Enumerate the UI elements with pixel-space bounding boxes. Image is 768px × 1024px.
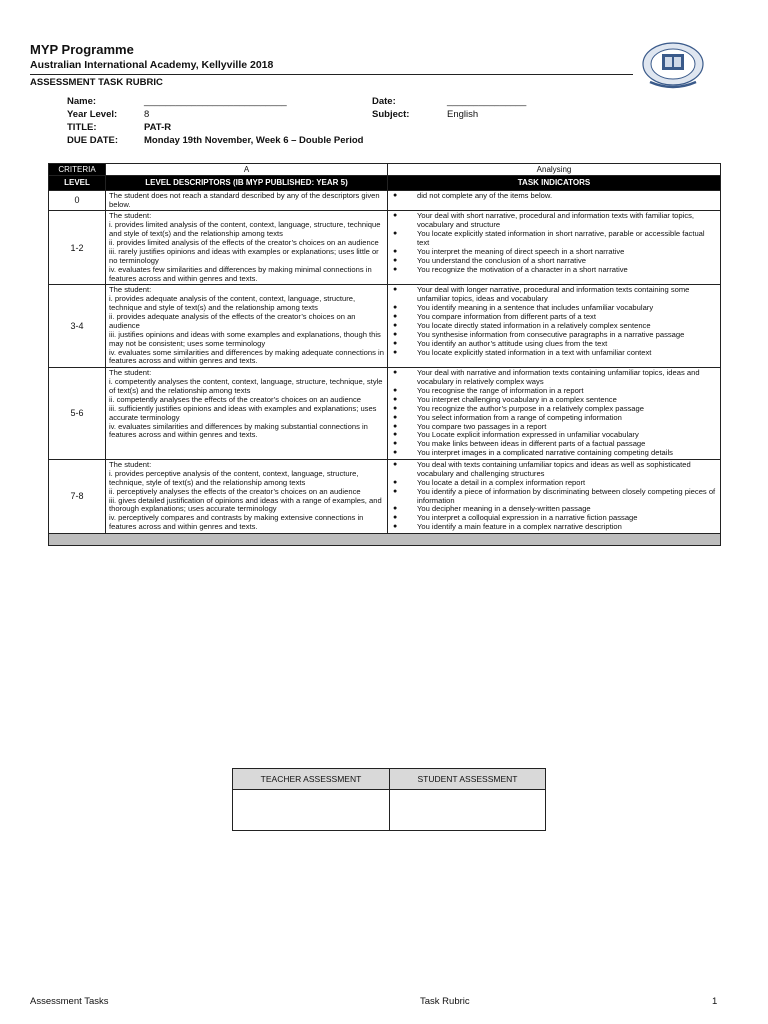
page-number: 1 xyxy=(712,996,718,1007)
indicator-item: ● You make links between ideas in different parts of a factual passage xyxy=(391,440,717,449)
descriptor-line: The student: xyxy=(109,368,152,378)
descriptor-line: i. provides adequate analysis of the content, context, language, structure, technique and style of text(s) and the relationship among texts xyxy=(109,294,356,313)
label-due-date: DUE DATE: xyxy=(67,135,119,146)
descriptor-line: iv. perceptively compares and contrasts by making extensive connections in features across and within genres and texts. xyxy=(109,513,364,532)
descriptor-line: The student: xyxy=(109,211,152,221)
descriptor-line: ii. competently analyses the effects of the creator’s choices on an audience xyxy=(109,394,362,404)
descriptor-line: The student: xyxy=(109,285,152,295)
programme-title: MYP Programme xyxy=(30,42,134,57)
descriptor-line: iii. justifies opinions and ideas with some examples and explanations, though this may not be consistent; uses some terminology xyxy=(109,329,381,348)
descriptor-line: i. provides perceptive analysis of the content, context, language, structure, technique, style of text(s) and the relationship among texts xyxy=(109,468,359,487)
indicator-item: ● You understand the conclusion of a short narrative xyxy=(391,257,717,266)
indicator-item: ● You recognize the motivation of a character in a short narrative xyxy=(391,266,717,275)
descriptor-line: The student: xyxy=(109,460,152,470)
descriptor-line: i. competently analyses the content, context, language, structure, technique, style of text(s) and the relationship among texts xyxy=(109,377,383,396)
descriptor-cell xyxy=(106,190,388,211)
school-crest-icon xyxy=(640,40,706,90)
indicator-item: ● You deal with texts containing unfamiliar topics and ideas as well as sophisticated vocabulary and challenging structures xyxy=(391,461,717,479)
descriptor-line: The student does not reach a standard described by any of the descriptors given below. xyxy=(109,190,380,209)
level-cell: 5-6 xyxy=(49,368,106,460)
indicator-item: ● You identify meaning in a sentence that includes unfamiliar vocabulary xyxy=(391,304,717,313)
date-line[interactable]: _______________ xyxy=(447,96,527,107)
indicator-item: ● You interpret a colloquial expression in a narrative fiction passage xyxy=(391,514,717,523)
rubric-row xyxy=(49,285,721,368)
indicator-list xyxy=(391,369,717,458)
descriptor-line: iv. evaluates some similarities and differences by making adequate connections in features across and within genres and texts. xyxy=(109,347,384,366)
indicator-list xyxy=(391,286,717,357)
document-title: ASSESSMENT TASK RUBRIC xyxy=(30,77,163,88)
header xyxy=(30,42,273,71)
year-level-value: 8 xyxy=(144,109,150,120)
indicator-item: ● Your deal with narrative and information texts containing unfamiliar topics, ideas and vocabulary in relatively complex ways xyxy=(391,369,717,387)
indicators-cell xyxy=(388,368,721,460)
indicator-item: ● You decipher meaning in a densely-written passage xyxy=(391,505,717,514)
indicator-item: ● You locate explicitly stated information in short narrative, parable or accessible factual text xyxy=(391,230,717,248)
descriptor-line: ii. perceptively analyses the effects of the creator’s choices on an audience xyxy=(109,486,361,496)
title-value: PAT-R xyxy=(144,122,172,133)
level-cell: 7-8 xyxy=(49,460,106,534)
indicator-list xyxy=(391,192,717,201)
indicator-item: ● You recognize the author’s purpose in a relatively complex passage xyxy=(391,405,717,414)
teacher-assessment-box[interactable] xyxy=(233,790,390,831)
descriptor-line: ii. provides limited analysis of the effects of the creator’s choices on an audience xyxy=(109,238,379,248)
descriptor-line: iv. evaluates similarities and differences by making substantial connections in features across and within genres and texts. xyxy=(109,421,368,440)
label-name: Name: xyxy=(67,96,97,107)
footer-center: Task Rubric xyxy=(420,996,470,1007)
indicators-cell xyxy=(388,211,721,285)
criteria-letter: A xyxy=(106,164,388,176)
level-cell: 1-2 xyxy=(49,211,106,285)
indicator-item: ● did not complete any of the items below. xyxy=(391,192,717,201)
label-subject: Subject: xyxy=(372,109,410,120)
rubric-row xyxy=(49,460,721,534)
level-cell: 3-4 xyxy=(49,285,106,368)
indicator-item: ● You Locate explicit information expressed in unfamiliar vocabulary xyxy=(391,431,717,440)
indicators-header: TASK INDICATORS xyxy=(388,176,721,190)
indicator-item: ● You identify a main feature in a complex narrative description xyxy=(391,523,717,532)
criteria-name: Analysing xyxy=(388,164,721,176)
indicators-cell xyxy=(388,460,721,534)
descriptor-cell xyxy=(106,285,388,368)
rubric-row xyxy=(49,368,721,460)
descriptor-line: iii. gives detailed justification of opinions and ideas with a range of examples, and thorough explanations; uses accurate terminology xyxy=(109,495,382,514)
label-title: TITLE: xyxy=(67,122,97,133)
indicator-item: ● You interpret challenging vocabulary in a complex sentence xyxy=(391,396,717,405)
rubric-row xyxy=(49,190,721,211)
name-line[interactable]: ___________________________ xyxy=(144,96,287,107)
header-rule xyxy=(30,74,633,75)
student-assessment-header: STUDENT ASSESSMENT xyxy=(389,769,545,790)
descriptor-line: i. provides limited analysis of the content, context, language, structure, technique and style of text(s) and the relationship among texts xyxy=(109,220,381,239)
subject-value: English xyxy=(447,109,479,120)
table-footer-cell xyxy=(49,534,721,546)
teacher-assessment-header: TEACHER ASSESSMENT xyxy=(233,769,390,790)
label-date: Date: xyxy=(372,96,396,107)
assessment-table xyxy=(232,768,546,831)
footer-left: Assessment Tasks xyxy=(30,996,109,1007)
descriptor-line: iii. rarely justifies opinions and ideas with examples or explanations; uses little or no terminology xyxy=(109,246,379,265)
indicator-item: ● You interpret the meaning of direct speech in a short narrative xyxy=(391,248,717,257)
column-header-row xyxy=(49,176,721,190)
indicator-item: ● You recognise the range of information in a report xyxy=(391,387,717,396)
indicator-list xyxy=(391,212,717,274)
school-name: Australian International Academy, Kellyville 2018 xyxy=(30,59,274,71)
descriptor-line: iii. sufficiently justifies opinions and ideas with examples and explanations; uses accurate terminology xyxy=(109,403,377,422)
indicators-cell xyxy=(388,190,721,211)
indicator-item: ● You compare two passages in a report xyxy=(391,423,717,432)
descriptor-cell xyxy=(106,211,388,285)
indicator-item: ● You compare information from different parts of a text xyxy=(391,313,717,322)
rubric-row xyxy=(49,211,721,285)
descriptor-cell xyxy=(106,368,388,460)
indicators-cell xyxy=(388,285,721,368)
table-footer-bar xyxy=(49,534,721,546)
indicator-item: ● You identify a piece of information by discriminating between closely competing pieces of information xyxy=(391,488,717,506)
indicator-list xyxy=(391,461,717,532)
level-header: LEVEL xyxy=(49,176,106,190)
indicator-item: ● You locate a detail in a complex information report xyxy=(391,479,717,488)
indicator-item: ● Your deal with short narrative, procedural and information texts with familiar topics, vocabulary and structure xyxy=(391,212,717,230)
label-year-level: Year Level: xyxy=(67,109,118,120)
rubric-table xyxy=(48,163,721,546)
level-cell: 0 xyxy=(49,190,106,211)
descriptors-header: LEVEL DESCRIPTORS (IB MYP PUBLISHED: YEAR 5) xyxy=(106,176,388,190)
indicator-item: ● Your deal with longer narrative, procedural and information texts containing some unfamiliar topics, ideas and vocabulary xyxy=(391,286,717,304)
indicator-item: ● You interpret images in a complicated narrative containing competing details xyxy=(391,449,717,458)
indicator-item: ● You identify an author’s attitude using clues from the text xyxy=(391,340,717,349)
descriptor-cell xyxy=(106,460,388,534)
criteria-row xyxy=(49,164,721,176)
descriptor-line: ii. provides adequate analysis of the effects of the creator’s choices on an audience xyxy=(109,312,356,330)
indicator-item: ● You synthesise information from consecutive paragraphs in a narrative passage xyxy=(391,331,717,340)
student-assessment-box[interactable] xyxy=(389,790,545,831)
indicator-item: ● You select information from a range of competing information xyxy=(391,414,717,423)
indicator-item: ● You locate directly stated information in a relatively complex sentence xyxy=(391,322,717,331)
indicator-item: ● You locate explicitly stated information in a text with unfamiliar context xyxy=(391,349,717,358)
descriptor-line: iv. evaluates few similarities and differences by making minimal connections in features across and within genres and texts. xyxy=(109,264,372,283)
due-date-value: Monday 19th November, Week 6 – Double Period xyxy=(144,135,364,146)
criteria-label: CRITERIA xyxy=(49,164,106,176)
